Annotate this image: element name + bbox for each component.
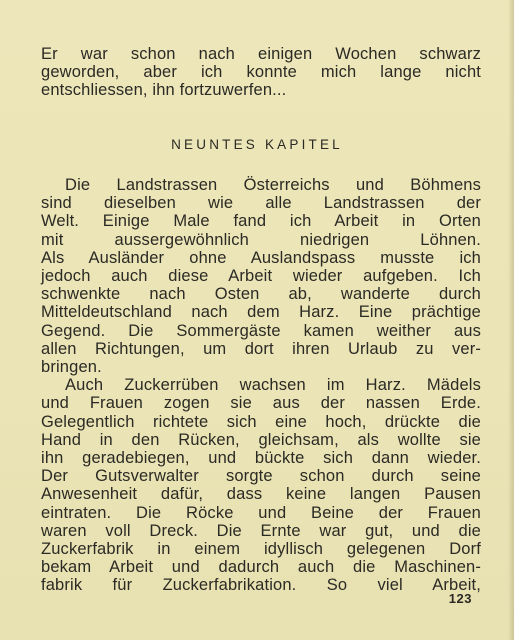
text-line: Auch Zuckerrüben wachsen im Harz. Mädels	[65, 376, 481, 395]
text-line: Welt. Einige Male fand ich Arbeit in Orten	[41, 212, 481, 231]
page-edge-shadow	[508, 0, 514, 640]
text-line: allen Richtungen, um dort ihren Urlaub zu ver-	[41, 339, 481, 358]
text-line: und Frauen zogen sie aus der nassen Erde.	[41, 394, 481, 413]
text-line: eintraten. Die Röcke und Beine der Frauen	[41, 503, 481, 522]
text-line: bringen.	[41, 358, 102, 377]
text-line: schwenkte nach Osten ab, wanderte durch	[41, 285, 481, 304]
text-line: Als Ausländer ohne Auslandspass musste ich	[41, 248, 481, 267]
chapter-body	[41, 176, 481, 595]
text-line: Die Landstrassen Österreichs und Böhmens	[65, 176, 481, 194]
chapter-heading: NEUNTES KAPITEL	[171, 137, 343, 152]
text-line: ihn geradebiegen, und bückte sich dann wieder.	[41, 449, 481, 468]
page-number: 123	[448, 591, 472, 606]
text-line: Zuckerfabrik in einem idyllisch gelegenen Dorf	[41, 540, 481, 559]
text-line: Gelegentlich richtete sich eine hoch, drückte die	[41, 412, 481, 431]
text-line: Anwesenheit dafür, dass keine langen Pausen	[41, 485, 481, 504]
text-line: sind dieselben wie alle Landstrassen der	[41, 194, 481, 213]
text-line: geworden, aber ich konnte mich lange nicht	[41, 63, 481, 82]
text-line: jedoch auch diese Arbeit wieder aufgeben. Ich	[41, 267, 481, 286]
text-line: fabrik für Zuckerfabrikation. So viel Arbeit,	[41, 576, 481, 595]
text-line: Der Gutsverwalter sorgte schon durch seine	[41, 467, 481, 486]
text-line: Er war schon nach einigen Wochen schwarz	[41, 45, 481, 63]
text-line: bekam Arbeit und dadurch auch die Maschinen-	[41, 558, 481, 577]
text-line: Gegend. Die Sommergäste kamen weither aus	[41, 321, 481, 340]
text-line: Hand in den Rücken, gleichsam, als wollte sie	[41, 430, 481, 449]
text-line: waren voll Dreck. Die Ernte war gut, und die	[41, 521, 481, 540]
opening-paragraph	[41, 45, 481, 100]
text-line: entschliessen, ihn fortzuwerfen...	[41, 81, 287, 100]
text-line: Mitteldeutschland nach dem Harz. Eine prächtige	[41, 303, 481, 322]
text-line: mit aussergewöhnlich niedrigen Löhnen.	[41, 230, 481, 249]
